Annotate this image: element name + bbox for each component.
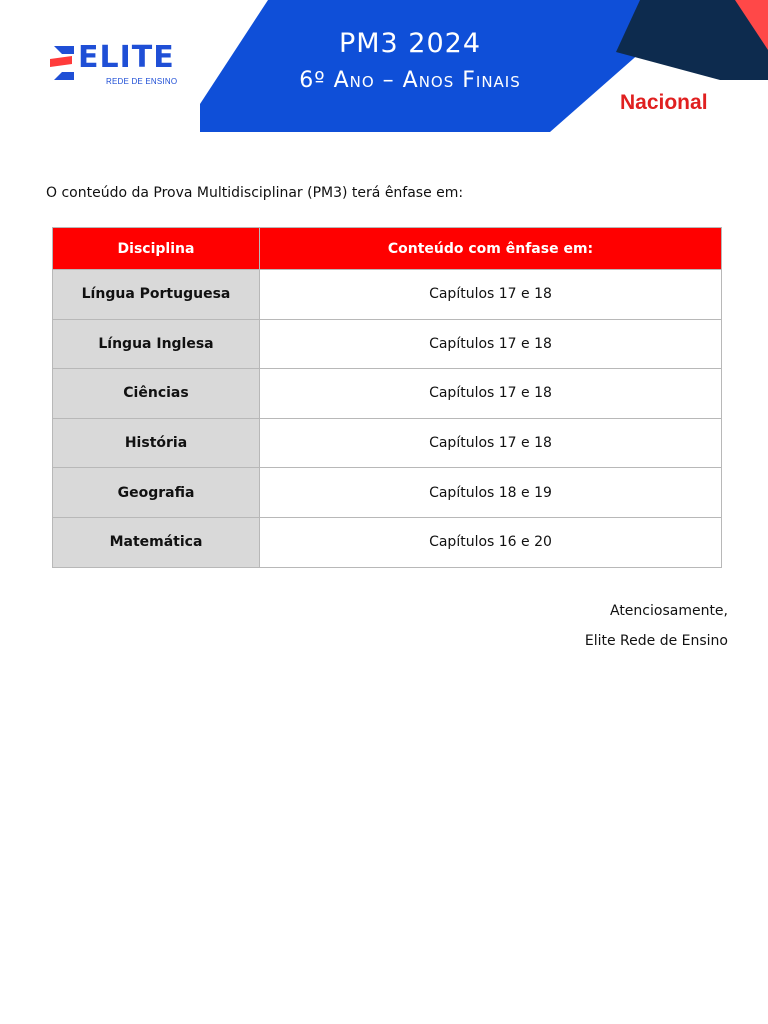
content-cell: Capítulos 17 e 18 xyxy=(260,270,722,320)
closing-block xyxy=(585,596,728,656)
content-cell: Capítulos 17 e 18 xyxy=(260,369,722,419)
content-cell: Capítulos 18 e 19 xyxy=(260,468,722,518)
table-row xyxy=(53,319,722,369)
content-table xyxy=(52,227,722,568)
subject-cell: Ciências xyxy=(53,369,260,419)
table-header-row xyxy=(53,228,722,270)
logo-wordmark: ELITE xyxy=(78,40,175,75)
column-header-content: Conteúdo com ênfase em: xyxy=(260,228,722,270)
scope-badge: Nacional xyxy=(620,91,708,114)
page-header xyxy=(0,0,768,140)
closing-salutation: Atenciosamente, xyxy=(609,603,728,619)
subject-cell: Língua Portuguesa xyxy=(53,270,260,320)
elite-logo xyxy=(50,40,190,88)
intro-text: O conteúdo da Prova Multidisciplinar (PM3) terá ênfase em: xyxy=(46,185,464,201)
page-title: PM3 2024 xyxy=(338,28,482,59)
subject-cell: História xyxy=(53,418,260,468)
subject-cell: Língua Inglesa xyxy=(53,319,260,369)
content-cell: Capítulos 17 e 18 xyxy=(260,418,722,468)
table-row xyxy=(53,369,722,419)
column-header-subject: Disciplina xyxy=(53,228,260,270)
closing-signature: Elite Rede de Ensino xyxy=(584,633,728,649)
subject-cell: Matemática xyxy=(53,517,260,567)
page-subtitle: 6º Ano – Anos Finais xyxy=(299,68,521,93)
subject-cell: Geografia xyxy=(53,468,260,518)
table-row xyxy=(53,418,722,468)
table-row xyxy=(53,270,722,320)
table-row xyxy=(53,517,722,567)
logo-mark-icon xyxy=(50,46,76,80)
content-cell: Capítulos 16 e 20 xyxy=(260,517,722,567)
logo-subtitle: REDE DE ENSINO xyxy=(106,77,178,86)
content-cell: Capítulos 17 e 18 xyxy=(260,319,722,369)
table-row xyxy=(53,468,722,518)
